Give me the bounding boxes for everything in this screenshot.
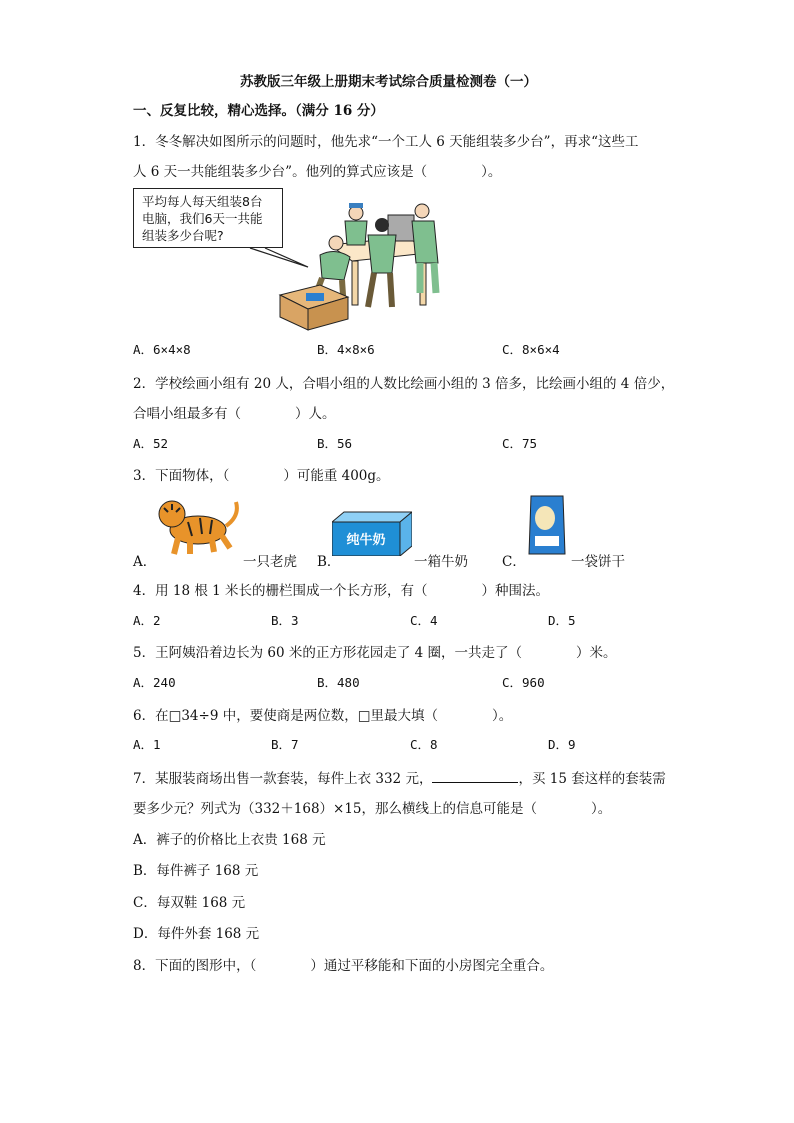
question-6-line-1: 6．在□34÷9 中，要使商是两位数，□里最大填（ ）。 (133, 708, 513, 724)
question-3-line-1: 3．下面物体，（ ）可能重 400g。 (133, 468, 390, 484)
question-7-line-1-end: ，买 15 套这样的套装需 (518, 771, 666, 787)
question-7-line-1 (133, 767, 666, 787)
question-7-option-b[interactable]: B．每件裤子 168 元 (133, 863, 259, 879)
question-5-line-1: 5．王阿姨沿着边长为 60 米的正方形花园走了 4 圈，一共走了（ ）米。 (133, 645, 617, 661)
question-1-line-1: 1．冬冬解决如图所示的问题时，他先求“一个工人 6 天能组装多少台”，再求“这些工 (133, 134, 639, 150)
question-7-option-c[interactable]: C．每双鞋 168 元 (133, 895, 246, 911)
question-4-option-c[interactable]: C．4 (410, 613, 438, 628)
question-1-option-a[interactable]: A．6×4×8 (133, 342, 191, 357)
question-3-caption-b: 一箱牛奶 (414, 554, 468, 570)
page-title: 苏教版三年级上册期末考试综合质量检测卷（一） (240, 74, 537, 90)
question-1-line-2: 人 6 天一共能组装多少台”。他列的算式应该是（ ）。 (133, 164, 502, 180)
question-8-line-1: 8．下面的图形中，（ ）通过平移能和下面的小房图完全重合。 (133, 958, 554, 974)
question-6-option-d[interactable]: D．9 (548, 737, 576, 752)
question-3-option-c[interactable]: C． (502, 554, 526, 570)
question-5-option-a[interactable]: A．240 (133, 675, 176, 690)
milk-box-label: 纯牛奶 (346, 533, 386, 548)
question-5-option-c[interactable]: C．960 (502, 675, 545, 690)
question-2-line-2: 合唱小组最多有（ ）人。 (133, 406, 336, 422)
question-3-caption-a: 一只老虎 (243, 554, 297, 570)
section-heading: 一、反复比较，精心选择。（满分 16 分） (133, 103, 384, 119)
question-2-option-a[interactable]: A．52 (133, 436, 169, 451)
question-6-option-c[interactable]: C．8 (410, 737, 438, 752)
question-7-line-1-start: 7．某服装商场出售一款套装，每件上衣 332 元， (133, 771, 433, 787)
tiger-image (150, 490, 242, 558)
speech-bubble-line: 平均每人每天组装8台 (142, 194, 263, 209)
question-3-option-a[interactable]: A． (133, 554, 157, 570)
question-2-option-b[interactable]: B．56 (317, 436, 353, 451)
question-2-option-c[interactable]: C．75 (502, 436, 538, 451)
speech-bubble-line: 组装多少台呢? (142, 228, 224, 243)
question-6-option-a[interactable]: A．1 (133, 737, 161, 752)
answer-blank[interactable] (432, 770, 518, 783)
speech-bubble-line: 电脑，我们6天一共能 (142, 211, 263, 226)
question-3-caption-c: 一袋饼干 (571, 554, 625, 570)
question-7-line-2: 要多少元？列式为（332＋168）×15，那么横线上的信息可能是（ ）。 (133, 801, 612, 817)
question-7-option-d[interactable]: D．每件外套 168 元 (133, 926, 260, 942)
question-4-line-1: 4．用 18 根 1 米长的栅栏围成一个长方形，有（ ）种围法。 (133, 583, 550, 599)
question-5-option-b[interactable]: B．480 (317, 675, 360, 690)
question-4-option-a[interactable]: A．2 (133, 613, 161, 628)
question-2-line-1: 2．学校绘画小组有 20 人，合唱小组的人数比绘画小组的 3 倍多，比绘画小组的 4 倍少， (133, 376, 675, 392)
milk-box-image (332, 510, 412, 556)
question-4-option-d[interactable]: D．5 (548, 613, 576, 628)
question-7-option-a[interactable]: A．裤子的价格比上衣贵 168 元 (133, 832, 326, 848)
biscuit-bag-image (527, 492, 567, 558)
question-4-option-b[interactable]: B．3 (271, 613, 299, 628)
question-6-option-b[interactable]: B．7 (271, 737, 299, 752)
workers-illustration (130, 185, 460, 335)
question-3-option-b[interactable]: B． (317, 554, 341, 570)
question-1-option-b[interactable]: B．4×8×6 (317, 342, 375, 357)
question-1-option-c[interactable]: C．8×6×4 (502, 342, 560, 357)
